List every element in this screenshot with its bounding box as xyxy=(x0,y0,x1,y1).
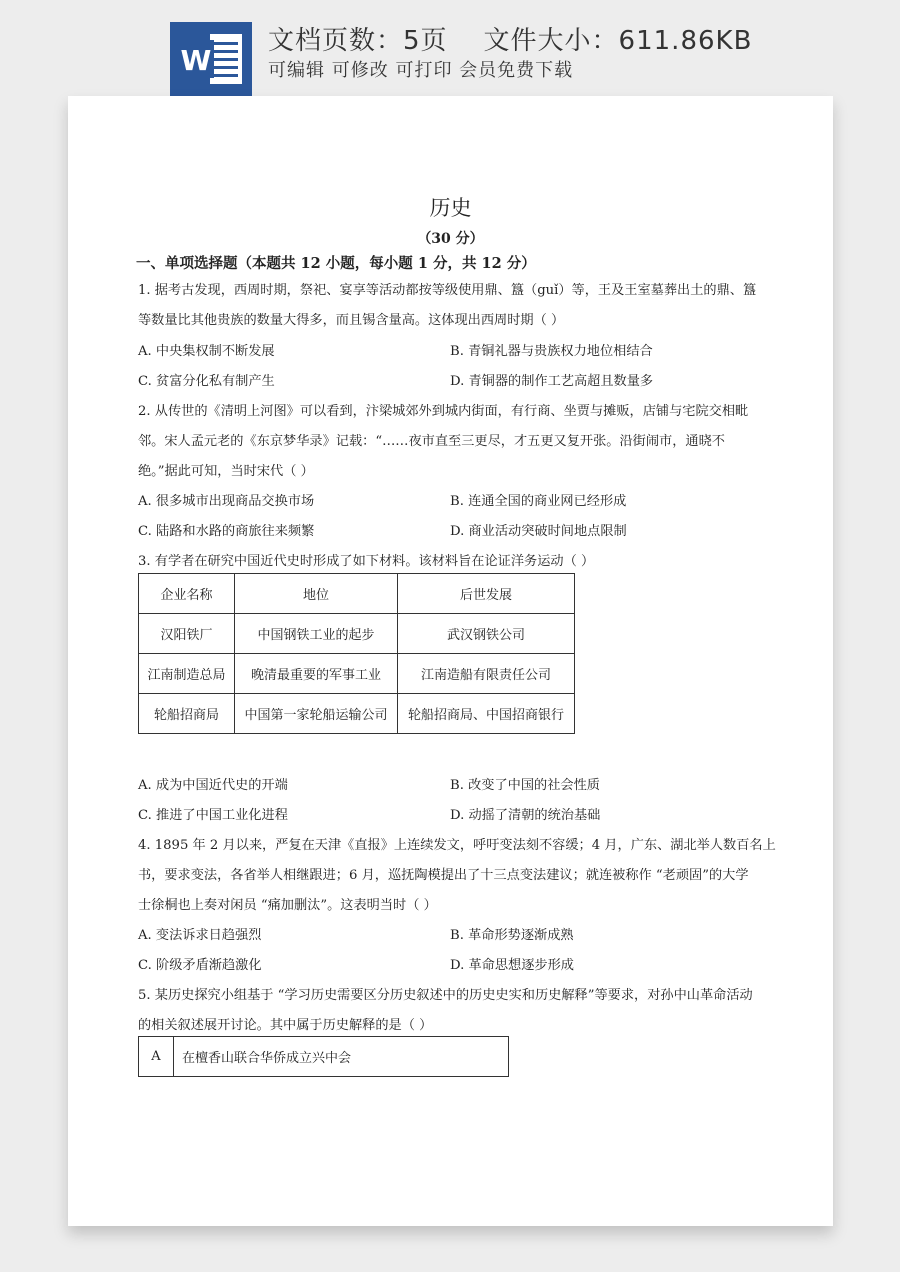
table-header-row xyxy=(139,574,575,614)
q3-option-d: D. 动摇了清朝的统治基础 xyxy=(450,808,601,823)
banner-file-info xyxy=(268,20,752,57)
q4-option-c: C. 阶级矛盾渐趋激化 xyxy=(138,958,262,973)
table-cell: 江南造船有限责任公司 xyxy=(398,654,575,694)
q4-option-d: D. 革命思想逐步形成 xyxy=(450,958,574,973)
table-cell: 江南制造总局 xyxy=(139,654,235,694)
table-cell: 武汉钢铁公司 xyxy=(398,614,575,654)
table-cell: 在檀香山联合华侨成立兴中会 xyxy=(174,1037,509,1077)
table-cell: 轮船招商局 xyxy=(139,694,235,734)
q4-option-a: A. 变法诉求日趋强烈 xyxy=(138,928,262,943)
q2-line-3: 绝。”据此可知，当时宋代（ ） xyxy=(138,464,314,479)
table-cell: 中国钢铁工业的起步 xyxy=(235,614,398,654)
table-cell: 汉阳铁厂 xyxy=(139,614,235,654)
download-banner xyxy=(0,0,900,96)
doc-score: （30 分） xyxy=(417,231,484,247)
word-icon-letter: W xyxy=(180,44,212,77)
q1-option-d: D. 青铜器的制作工艺高超且数量多 xyxy=(450,374,654,389)
q2-option-c: C. 陆路和水路的商旅往来频繁 xyxy=(138,524,315,539)
q4-option-b: B. 革命形势逐渐成熟 xyxy=(450,928,574,943)
table-row xyxy=(139,654,575,694)
q4-line-1: 4. 1895 年 2 月以来，严复在天津《直报》上连续发文，呼吁变法刻不容缓；4 月，广东、湖北举人数百名上 xyxy=(138,838,776,853)
table-row xyxy=(139,614,575,654)
q3-option-a: A. 成为中国近代史的开端 xyxy=(138,778,288,793)
q1-option-b: B. 青铜礼器与贵族权力地位相结合 xyxy=(450,344,653,359)
q5-line-2: 的相关叙述展开讨论。其中属于历史解释的是（ ） xyxy=(138,1018,433,1033)
table-header-cell: 后世发展 xyxy=(398,574,575,614)
doc-title: 历史 xyxy=(429,196,472,220)
table-cell: 晚清最重要的军事工业 xyxy=(235,654,398,694)
q5-table xyxy=(138,1036,509,1077)
q3-table xyxy=(138,573,575,734)
q2-option-d: D. 商业活动突破时间地点限制 xyxy=(450,524,627,539)
table-cell: 中国第一家轮船运输公司 xyxy=(235,694,398,734)
table-header-cell: 地位 xyxy=(235,574,398,614)
q2-line-1: 2. 从传世的《清明上河图》可以看到，汴梁城郊外到城内街面，有行商、坐贾与摊贩，店铺与宅院交相毗 xyxy=(138,404,749,419)
file-size: 文件大小：611.86KB xyxy=(483,26,753,56)
table-row xyxy=(139,1037,509,1077)
q2-option-a: A. 很多城市出现商品交换市场 xyxy=(138,494,315,509)
q4-line-3: 士徐桐也上奏对闲员 “痛加删汰”。这表明当时（ ） xyxy=(138,898,437,913)
q3-line-1: 3. 有学者在研究中国近代史时形成了如下材料。该材料旨在论证洋务运动（ ） xyxy=(138,554,595,569)
word-document-icon xyxy=(170,22,252,96)
q4-line-2: 书，要求变法，各省举人相继跟进；6 月，巡抚陶模提出了十三点变法建议；就连被称作 “老顽固”的大学 xyxy=(138,868,749,883)
q3-option-b: B. 改变了中国的社会性质 xyxy=(450,778,600,793)
q2-option-b: B. 连通全国的商业网已经形成 xyxy=(450,494,627,509)
table-cell: A xyxy=(139,1037,174,1077)
q1-line-2: 等数量比其他贵族的数量大得多，而且锡含量高。这体现出西周时期（ ） xyxy=(138,313,565,328)
q5-line-1: 5. 某历史探究小组基于 “学习历史需要区分历史叙述中的历史史实和历史解释”等要求，对孙中山革命活动 xyxy=(138,988,753,1003)
q3-option-c: C. 推进了中国工业化进程 xyxy=(138,808,288,823)
table-cell: 轮船招商局、中国招商银行 xyxy=(398,694,575,734)
table-header-cell: 企业名称 xyxy=(139,574,235,614)
q1-option-c: C. 贫富分化私有制产生 xyxy=(138,374,275,389)
page-count: 文档页数：5页 xyxy=(268,26,448,56)
q1-option-a: A. 中央集权制不断发展 xyxy=(138,344,275,359)
document-page xyxy=(68,96,833,1226)
banner-features: 可编辑 可修改 可打印 会员免费下载 xyxy=(268,60,574,81)
section-heading: 一、单项选择题（本题共 12 小题，每小题 1 分，共 12 分） xyxy=(136,255,536,272)
q1-line-1: 1. 据考古发现，西周时期，祭祀、宴享等活动都按等级使用鼎、簋（guǐ）等，王及王室墓葬出土的鼎、簋 xyxy=(138,283,757,298)
table-row xyxy=(139,694,575,734)
q2-line-2: 邻。宋人孟元老的《东京梦华录》记载：“……夜市直至三更尽，才五更又复开张。沿街闹市，通晓不 xyxy=(138,434,725,449)
